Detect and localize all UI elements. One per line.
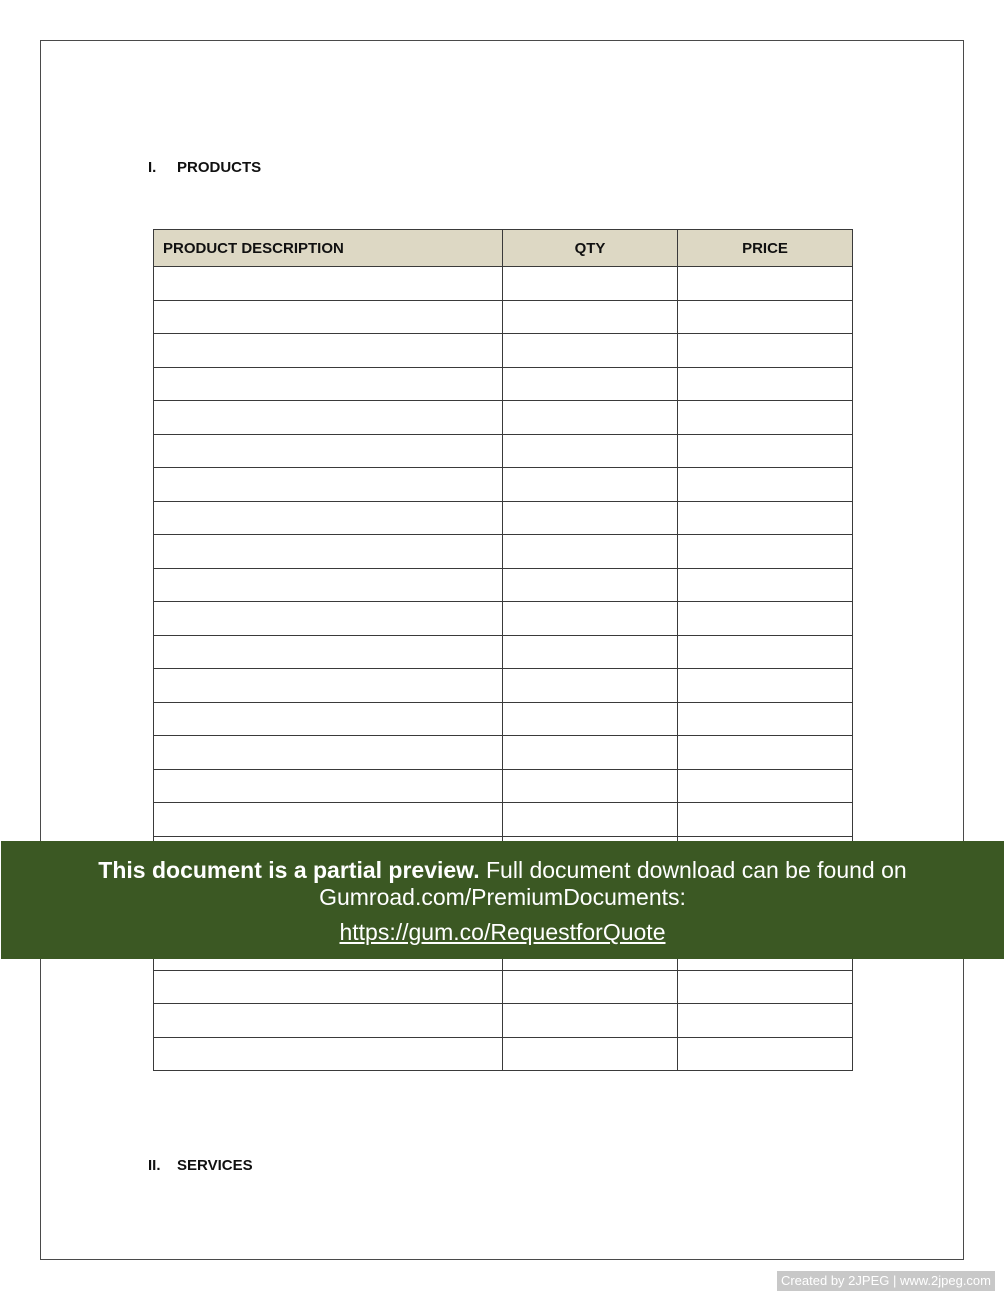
qty-cell[interactable] bbox=[503, 401, 678, 435]
column-header-qty: QTY bbox=[503, 230, 678, 267]
price-cell[interactable] bbox=[678, 970, 853, 1004]
banner-text: Full document download can be found on bbox=[479, 857, 907, 883]
price-cell[interactable] bbox=[678, 300, 853, 334]
qty-cell[interactable] bbox=[503, 669, 678, 703]
table-row bbox=[154, 568, 853, 602]
description-cell[interactable] bbox=[154, 1037, 503, 1071]
price-cell[interactable] bbox=[678, 1004, 853, 1038]
qty-cell[interactable] bbox=[503, 1037, 678, 1071]
qty-cell[interactable] bbox=[503, 300, 678, 334]
description-cell[interactable] bbox=[154, 602, 503, 636]
table-row bbox=[154, 702, 853, 736]
description-cell[interactable] bbox=[154, 401, 503, 435]
price-cell[interactable] bbox=[678, 367, 853, 401]
description-cell[interactable] bbox=[154, 367, 503, 401]
table-row bbox=[154, 300, 853, 334]
description-cell[interactable] bbox=[154, 501, 503, 535]
table-row bbox=[154, 535, 853, 569]
price-cell[interactable] bbox=[678, 769, 853, 803]
price-cell[interactable] bbox=[678, 635, 853, 669]
qty-cell[interactable] bbox=[503, 535, 678, 569]
price-cell[interactable] bbox=[678, 568, 853, 602]
price-cell[interactable] bbox=[678, 267, 853, 301]
price-cell[interactable] bbox=[678, 468, 853, 502]
section-title: SERVICES bbox=[177, 1157, 253, 1174]
price-cell[interactable] bbox=[678, 1037, 853, 1071]
table-row bbox=[154, 970, 853, 1004]
table-row bbox=[154, 367, 853, 401]
qty-cell[interactable] bbox=[503, 769, 678, 803]
qty-cell[interactable] bbox=[503, 602, 678, 636]
description-cell[interactable] bbox=[154, 1004, 503, 1038]
description-cell[interactable] bbox=[154, 267, 503, 301]
banner-message bbox=[1, 857, 1004, 884]
price-cell[interactable] bbox=[678, 736, 853, 770]
price-cell[interactable] bbox=[678, 702, 853, 736]
table-row bbox=[154, 635, 853, 669]
watermark: Created by 2JPEG | www.2jpeg.com bbox=[777, 1271, 995, 1291]
price-cell[interactable] bbox=[678, 669, 853, 703]
table-row bbox=[154, 334, 853, 368]
qty-cell[interactable] bbox=[503, 267, 678, 301]
description-cell[interactable] bbox=[154, 535, 503, 569]
qty-cell[interactable] bbox=[503, 702, 678, 736]
table-row bbox=[154, 1037, 853, 1071]
column-header-price: PRICE bbox=[678, 230, 853, 267]
qty-cell[interactable] bbox=[503, 568, 678, 602]
section-number: I. bbox=[148, 159, 157, 176]
section-title: PRODUCTS bbox=[177, 159, 262, 176]
table-row bbox=[154, 736, 853, 770]
partial-preview-banner bbox=[1, 841, 1004, 959]
description-cell[interactable] bbox=[154, 300, 503, 334]
description-cell[interactable] bbox=[154, 468, 503, 502]
description-cell[interactable] bbox=[154, 568, 503, 602]
table-row bbox=[154, 803, 853, 837]
table-row bbox=[154, 1004, 853, 1038]
download-link[interactable]: https://gum.co/RequestforQuote bbox=[339, 919, 666, 945]
table-row bbox=[154, 401, 853, 435]
price-cell[interactable] bbox=[678, 334, 853, 368]
description-cell[interactable] bbox=[154, 803, 503, 837]
qty-cell[interactable] bbox=[503, 468, 678, 502]
price-cell[interactable] bbox=[678, 535, 853, 569]
qty-cell[interactable] bbox=[503, 803, 678, 837]
price-cell[interactable] bbox=[678, 501, 853, 535]
section-number: II. bbox=[148, 1157, 161, 1174]
description-cell[interactable] bbox=[154, 334, 503, 368]
banner-bold-text: This document is a partial preview. bbox=[98, 857, 480, 883]
table-row bbox=[154, 501, 853, 535]
price-cell[interactable] bbox=[678, 434, 853, 468]
banner-text-line2: Gumroad.com/PremiumDocuments: bbox=[319, 884, 686, 910]
table-row bbox=[154, 769, 853, 803]
services-section-heading bbox=[148, 1157, 253, 1174]
qty-cell[interactable] bbox=[503, 635, 678, 669]
table-row bbox=[154, 669, 853, 703]
description-cell[interactable] bbox=[154, 434, 503, 468]
description-cell[interactable] bbox=[154, 769, 503, 803]
price-cell[interactable] bbox=[678, 602, 853, 636]
products-section-heading bbox=[148, 159, 261, 176]
qty-cell[interactable] bbox=[503, 434, 678, 468]
table-row bbox=[154, 468, 853, 502]
price-cell[interactable] bbox=[678, 803, 853, 837]
qty-cell[interactable] bbox=[503, 501, 678, 535]
description-cell[interactable] bbox=[154, 669, 503, 703]
table-row bbox=[154, 602, 853, 636]
price-cell[interactable] bbox=[678, 401, 853, 435]
table-row bbox=[154, 267, 853, 301]
column-header-description: PRODUCT DESCRIPTION bbox=[154, 230, 503, 267]
description-cell[interactable] bbox=[154, 736, 503, 770]
qty-cell[interactable] bbox=[503, 736, 678, 770]
qty-cell[interactable] bbox=[503, 1004, 678, 1038]
qty-cell[interactable] bbox=[503, 334, 678, 368]
description-cell[interactable] bbox=[154, 702, 503, 736]
qty-cell[interactable] bbox=[503, 367, 678, 401]
table-header-row bbox=[154, 230, 853, 267]
table-row bbox=[154, 434, 853, 468]
description-cell[interactable] bbox=[154, 970, 503, 1004]
qty-cell[interactable] bbox=[503, 970, 678, 1004]
description-cell[interactable] bbox=[154, 635, 503, 669]
